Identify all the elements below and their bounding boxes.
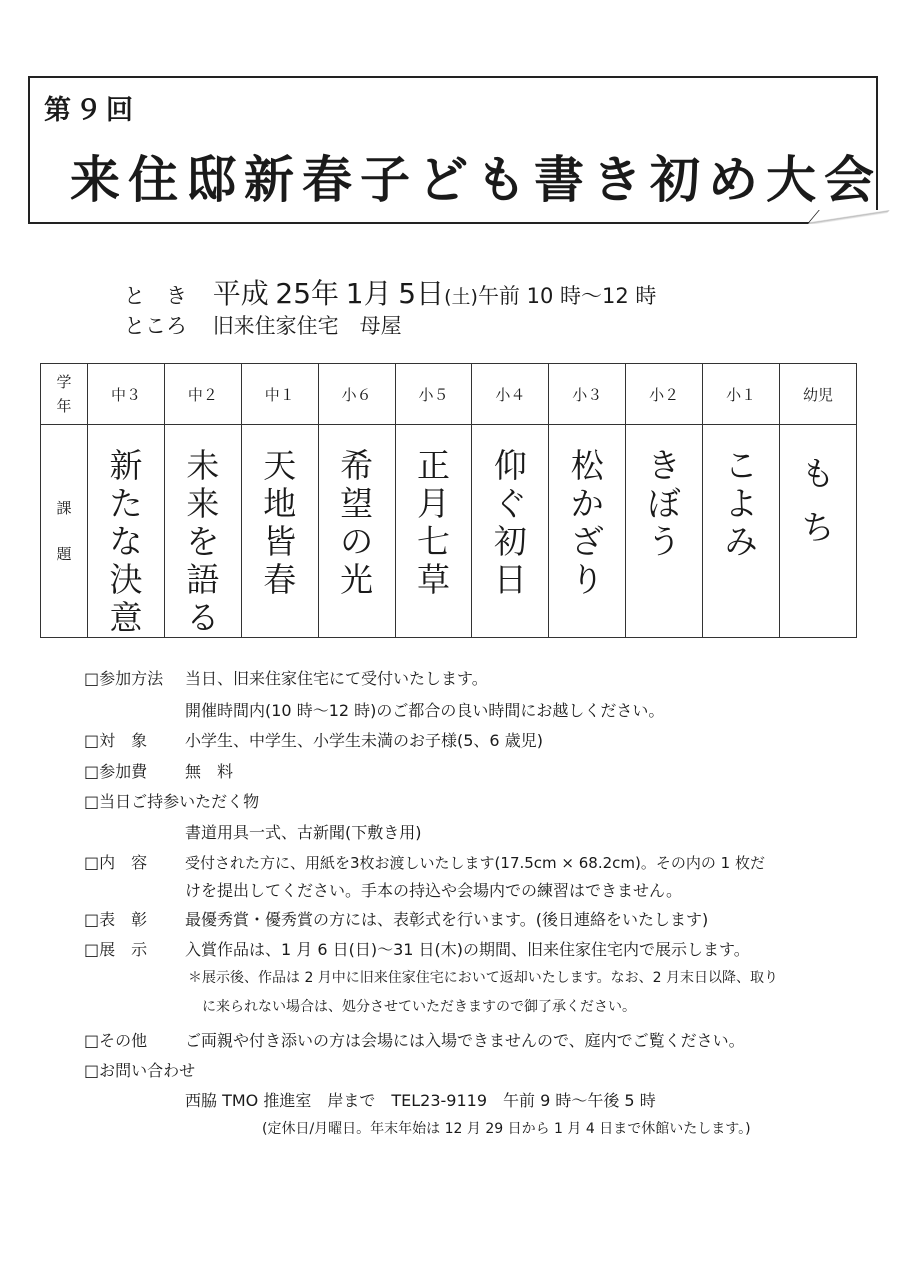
place-label: ところ [124, 314, 187, 338]
note-label: □その他 [84, 1031, 148, 1050]
note-text: 最優秀賞・優秀賞の方には、表彰式を行います。(後日連絡をいたします) [185, 910, 709, 929]
grade-row [41, 364, 857, 425]
day-unit: 日 [416, 277, 445, 310]
note-label: □当日ご持参いただく物 [84, 792, 260, 811]
topic-text: 松かざり [570, 446, 604, 599]
grade-cell: 小６ [318, 364, 395, 425]
page-title: 来住邸新春子ども書き初め大会 [70, 150, 882, 209]
note-text: 開催時間内(10 時～12 時)のご都合の良い時間にお越しください。 [185, 701, 665, 720]
note-text: 書道用具一式、古新聞(下敷き用) [185, 823, 422, 842]
note-label: □内 容 [84, 853, 148, 872]
note-method [84, 666, 488, 689]
date-month: 1 [345, 277, 364, 310]
note-text: 西脇 TMO 推進室 岸まで TEL23-9119 午前 9 時～午後 5 時 [185, 1091, 656, 1110]
grade-header [41, 364, 88, 425]
date-era: 平成 [212, 277, 269, 310]
topic-cell [164, 425, 241, 638]
note-text: ＊展示後、作品は 2 月中に旧来住家住宅において返却いたします。なお、2 月末日以降、取り [188, 970, 779, 986]
schedule-table [40, 363, 857, 638]
note-other [84, 1028, 745, 1051]
grade-cell: 小５ [395, 364, 472, 425]
note-label: □参加費 [84, 762, 148, 781]
topic-text: こよみ [724, 446, 758, 561]
place-value: 旧来住家住宅 母屋 [212, 314, 402, 338]
topic-cell [780, 425, 857, 638]
note-text: ご両親や付き添いの方は会場には入場できませんので、庭内でご覧ください。 [185, 1031, 745, 1050]
grade-cell: 小３ [549, 364, 626, 425]
note-text: に来られない場合は、処分させていただきますので御了承ください。 [202, 999, 636, 1015]
note-label: □表 彰 [84, 910, 148, 929]
grade-cell: 小４ [472, 364, 549, 425]
note-label: □対 象 [84, 731, 148, 750]
date-year: 25 [275, 277, 312, 310]
topic-cell [318, 425, 395, 638]
note-label: □お問い合わせ [84, 1061, 196, 1080]
note-text: 受付された方に、用紙を3枚お渡しいたします(17.5cm × 68.2cm)。その内の 1 枚だ [185, 854, 765, 872]
topic-text: 仰ぐ初日 [493, 446, 527, 599]
event-hours: 午前 10 時～12 時 [477, 284, 657, 308]
topic-cell [241, 425, 318, 638]
note-bring [84, 789, 259, 812]
note-award [84, 907, 708, 930]
note-content [84, 850, 765, 873]
note-fee [84, 759, 233, 782]
topic-cell [395, 425, 472, 638]
grade-cell: 中１ [241, 364, 318, 425]
note-text: (定休日/月曜日。年末年始は 12 月 29 日から 1 月 4 日まで休館いたします。) [262, 1121, 751, 1137]
time-label: と き [124, 284, 187, 308]
topic-row [41, 425, 857, 638]
grade-cell: 中２ [164, 364, 241, 425]
note-target [84, 728, 543, 751]
event-datetime [124, 272, 656, 312]
topic-header-text: 課題 [56, 499, 72, 563]
note-text: 小学生、中学生、小学生未満のお子様(5、6 歳児) [185, 731, 543, 750]
month-unit: 月 [363, 277, 392, 310]
topic-text: もち [801, 454, 835, 547]
title-banner [28, 76, 882, 224]
note-text: けを提出してください。手本の持込や会場内での練習はできません。 [185, 881, 682, 900]
topic-text: 天地皆春 [263, 446, 297, 599]
note-label: □参加方法 [84, 669, 164, 688]
topic-cell [549, 425, 626, 638]
note-label: □展 示 [84, 940, 148, 959]
topic-text: きぼう [647, 446, 681, 561]
grade-cell: 小１ [703, 364, 780, 425]
grade-header-text: 学年 [56, 373, 72, 415]
topic-header [41, 425, 88, 638]
grade-cell: 幼児 [780, 364, 857, 425]
note-text: 入賞作品は、1 月 6 日(日)～31 日(木)の期間、旧来住家住宅内で展示します。 [185, 940, 750, 959]
event-place [124, 310, 402, 340]
date-weekday: (土) [444, 286, 478, 308]
note-exhibit [84, 937, 750, 960]
topic-text: 正月七草 [417, 446, 450, 599]
topic-text: 未来を語る [186, 446, 220, 637]
note-text: 無 料 [185, 762, 234, 781]
topic-cell [88, 425, 165, 638]
date-day: 5 [398, 277, 417, 310]
page-curl-decoration [807, 210, 890, 224]
note-text: 当日、旧来住家住宅にて受付いたします。 [185, 669, 488, 688]
grade-cell: 小２ [626, 364, 703, 425]
grade-cell: 中３ [88, 364, 165, 425]
topic-text: 希望の光 [340, 446, 374, 599]
note-contact [84, 1058, 195, 1081]
topic-cell [703, 425, 780, 638]
topic-text: 新たな決意 [109, 446, 143, 637]
topic-cell [472, 425, 549, 638]
year-unit: 年 [311, 277, 340, 310]
topic-cell [626, 425, 703, 638]
event-series: 第９回 [44, 95, 137, 126]
